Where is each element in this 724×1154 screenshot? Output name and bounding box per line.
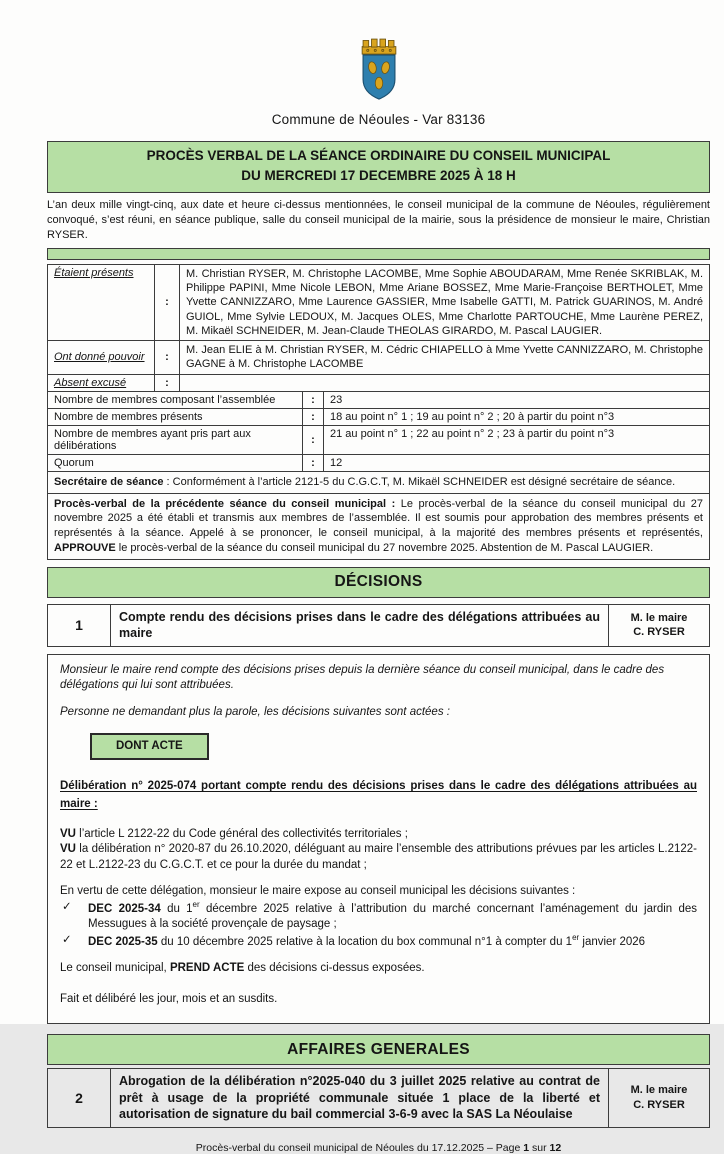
row-label: Ont donné pouvoir [54, 351, 145, 364]
item-presenter [609, 1069, 709, 1127]
presenter-name: C. RYSER [633, 1098, 685, 1111]
previous-minutes-text1: Le procès-verbal de la séance du conseil municipal du 27 novembre 2025 a été établi et transmis aux membres de l’assemblée. Il est soumis pour approbation des membres présents et représentés à la séance. Appelé à se prononcer, le conseil municipal, à la majorité des membres présents et représentés, [54, 497, 703, 540]
footer-page-number: 1 [523, 1141, 530, 1154]
row-value: M. Christian RYSER, M. Christophe LACOMBE, Mme Sophie ABOUDARAM, Mme Renée SKRIBLAK, M. Philippe PAPINI, Mme Nicole LEBON, Mme Ariane BOSSEZ, Mme Marie-Françoise BERTHOLET, Mme Yvette CANNIZZARO, Mme Laurence GASSIER, Mme Isabelle GATTI, M. Patrick GUARINOS, M. André GUIOL, Mme Sylvie LEDOUX, M. Jacques OLES, Mme Charlotte PARTOUCHE, Mme Laurène PEREZ, M. Mikaël SCHNEIDER, M. Jean-Claude THEOLAS GIRARDO, M. Pascal LAUGIER. [186, 267, 703, 337]
table-row-members-present [48, 408, 709, 425]
decision-text: janvier 2026 [579, 935, 646, 948]
previous-minutes-emphasis: APPROUVE [54, 542, 116, 555]
commune-title: Commune de Néoules - Var 83136 [271, 112, 486, 127]
row-label: Absent excusé [54, 376, 127, 389]
vu-paragraph [60, 842, 697, 873]
dont-acte-stamp: DONT ACTE [90, 733, 209, 761]
decisions-body [47, 654, 710, 1024]
document-title-box [47, 141, 710, 193]
vu-lead: VU [60, 843, 76, 856]
secretary-label: Secrétaire de séance [54, 475, 164, 488]
check-icon: ✓ [62, 933, 72, 946]
table-row-pouvoir [48, 340, 709, 374]
footer-page-total: 12 [549, 1141, 562, 1154]
presenter-name: C. RYSER [633, 626, 685, 639]
conclusion-paragraph: Le conseil municipal, PREND ACTE des décisions ci-dessus exposées. [60, 962, 425, 975]
vu-lead: VU [60, 827, 76, 840]
row-value: 12 [330, 456, 343, 469]
check-icon: ✓ [62, 900, 72, 913]
item-presenter [609, 605, 709, 646]
item-number: 1 [75, 617, 83, 634]
row-label: Nombre de membres ayant pris part aux délibérations [54, 427, 251, 452]
document-title-line2: DU MERCREDI 17 DECEMBRE 2025 À 18 H [241, 168, 516, 184]
previous-minutes-text2: le procès-verbal de la séance du conseil municipal du 27 novembre 2025. Abstention de M. Pascal LAUGIER. [115, 542, 654, 555]
colon-cell: : [154, 265, 180, 340]
section-header-affaires: AFFAIRES GENERALES [47, 1034, 710, 1065]
colon-cell: : [154, 341, 180, 374]
table-row-absent [48, 374, 709, 391]
coat-of-arms-icon [349, 36, 409, 104]
colon-cell: : [302, 426, 324, 454]
decision-ref: DEC 2025-35 [88, 935, 158, 948]
intro-paragraph: L’an deux mille vingt-cinq, aux date et heure ci-dessus mentionnées, le conseil municipal de la commune de Néoules, régulièrement convoqué, s’est réuni, en séance publique, salle du conseil municipal de la mairie, sous la présidence de monsieur le maire, Christian RYSER. [47, 198, 710, 242]
colon-cell: : [302, 392, 324, 408]
row-value: 23 [330, 393, 343, 406]
colon-cell: : [302, 409, 324, 425]
table-row-deliberation-members [48, 425, 709, 454]
row-label: Nombre de membres présents [54, 410, 203, 423]
secretary-text: : Conformément à l’article 2121-5 du C.G.C.T, M. Mikaël SCHNEIDER est désigné secrétaire de séance. [163, 475, 676, 488]
table-row-previous-minutes [48, 493, 709, 559]
row-value: 18 au point n° 1 ; 19 au point n° 2 ; 20 à partir du point n°3 [330, 410, 615, 423]
decision-list-item [60, 933, 697, 950]
agenda-item-row-2 [47, 1068, 710, 1128]
item-title: Compte rendu des décisions prises dans le cadre des délégations attribuées au maire [110, 605, 609, 646]
body-paragraph: Personne ne demandant plus la parole, les décisions suivantes sont actées : [60, 706, 450, 718]
presenter-role: M. le maire [630, 1084, 688, 1097]
body-paragraph: En vertu de cette délégation, monsieur le maire expose au conseil municipal les décisions suivantes : [60, 885, 576, 898]
previous-minutes-label: Procès-verbal de la précédente séance du conseil municipal : [54, 497, 396, 510]
row-label: Étaient présents [54, 266, 134, 279]
prend-acte-emphasis: PREND ACTE [169, 962, 245, 975]
item-number: 2 [75, 1089, 83, 1106]
agenda-item-row-1 [47, 604, 710, 647]
attendance-table [47, 264, 710, 560]
document-title-line1: PROCÈS VERBAL DE LA SÉANCE ORDINAIRE DU CONSEIL MUNICIPAL [146, 148, 611, 163]
footer-text: sur [529, 1141, 550, 1154]
table-row-total-members [48, 391, 709, 408]
footer-text: Procès-verbal du conseil municipal de Néoules du 17.12.2025 – Page [195, 1141, 524, 1154]
colon-cell: : [302, 455, 324, 471]
page-footer [47, 1142, 710, 1154]
decision-ref: DEC 2025-34 [88, 902, 161, 915]
decision-text: du 10 décembre 2025 relative à la location du box communal n°1 à compter du 1 [157, 935, 573, 948]
table-row-present [48, 265, 709, 340]
row-label: Quorum [54, 456, 94, 469]
colon-cell: : [154, 375, 180, 391]
deliberation-heading: Délibération n° 2025-074 portant compte rendu des décisions prises dans le cadre des délégations attribuées au maire : [60, 780, 697, 811]
row-value: M. Jean ELIE à M. Christian RYSER, M. Cédric CHIAPELLO à Mme Yvette CANNIZZARO, M. Christophe GAGNE à M. Christophe LACOMBE [186, 344, 703, 371]
closing-paragraph: Fait et délibéré les jour, mois et an susdits. [60, 992, 278, 1005]
decision-text: du 1 [160, 902, 193, 915]
row-value [180, 375, 709, 391]
vu-paragraph [60, 827, 697, 843]
body-paragraph: Monsieur le maire rend compte des décisions prises depuis la dernière séance du conseil municipal, dans le cadre des délégations qui lui sont attribuées. [60, 663, 665, 692]
decision-text: décembre 2025 relative à l’attribution du marché concernant l’aménagement du jardin des Messugues à la société provençale de paysage ; [88, 902, 698, 931]
superscript: er [572, 932, 580, 942]
item-title: Abrogation de la délibération n°2025-040 du 3 juillet 2025 relative au contrat de prêt à usage de la propriété communale située 1 place de la liberté et autorisation de signature du bail commercial 3-6-9 avec la SAS La Néoulaise [110, 1069, 609, 1127]
row-value: 21 au point n° 1 ; 22 au point n° 2 ; 23 à partir du point n°3 [330, 427, 615, 440]
superscript: er [192, 899, 200, 909]
table-row-quorum [48, 454, 709, 471]
section-header-decisions: DÉCISIONS [47, 567, 710, 598]
vu-text: l’article L 2122-22 du Code général des collectivités territoriales ; [75, 827, 408, 840]
vu-text: la délibération n° 2020-87 du 26.10.2020, déléguant au maire l’ensemble des attributions prévues par les articles L.2122-22 et L.2122-23 du C.G.C.T. et ce pour la durée du mandat ; [60, 843, 697, 871]
green-separator-bar [47, 248, 710, 260]
row-label: Nombre de membres composant l’assemblée [54, 393, 276, 406]
table-row-secretary [48, 471, 709, 493]
decision-list-item [60, 900, 697, 933]
presenter-role: M. le maire [630, 611, 688, 624]
